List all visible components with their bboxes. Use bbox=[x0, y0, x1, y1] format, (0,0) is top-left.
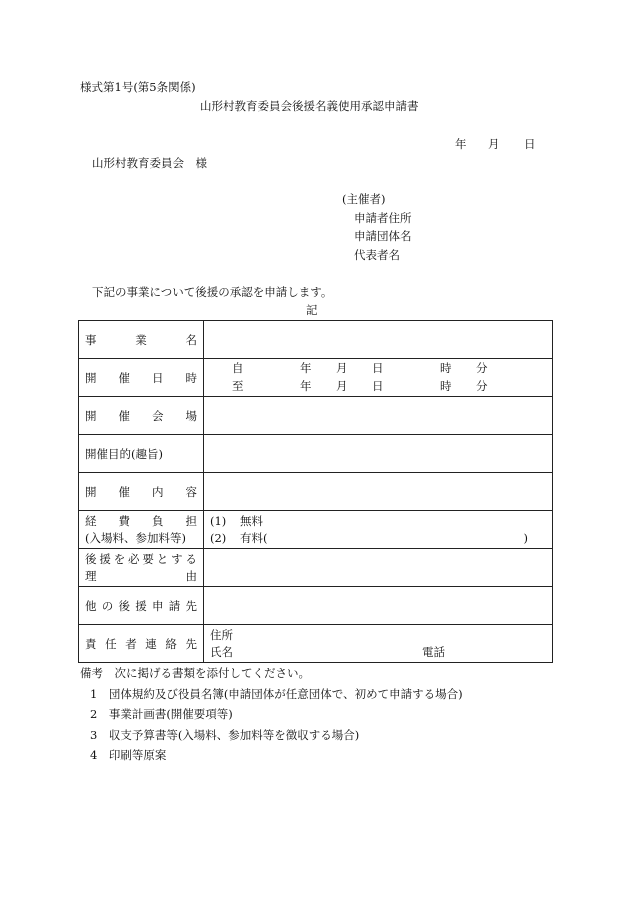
contact-address-label: 住所 bbox=[210, 627, 233, 642]
row-cost bbox=[79, 511, 553, 549]
fee-free-option[interactable]: (1) 無料 bbox=[210, 513, 263, 528]
representative-label: 代表者名 bbox=[354, 247, 400, 262]
application-table bbox=[78, 320, 553, 663]
event-name-field[interactable] bbox=[204, 321, 553, 359]
row-venue bbox=[79, 397, 553, 435]
applicant-group-label: 申請団体名 bbox=[354, 229, 412, 243]
purpose-field[interactable] bbox=[204, 435, 553, 473]
applicant-address-label: 申請者住所 bbox=[354, 210, 412, 225]
ki-label: 記 bbox=[306, 303, 318, 317]
addressee: 山形村教育委員会 様 bbox=[92, 156, 207, 170]
note-item: 1 団体規約及び役員名簿(申請団体が任意団体で、初めて申請する場合) bbox=[90, 686, 463, 701]
notes-block bbox=[80, 668, 463, 771]
datetime-from-row: 自 年 月 日 時 分 bbox=[232, 361, 488, 376]
date-month-label: 月 bbox=[488, 137, 500, 151]
date-day-label: 日 bbox=[524, 137, 536, 151]
venue-field[interactable] bbox=[204, 397, 553, 435]
notes-heading: 備考 次に掲げる書類を添付してください。 bbox=[80, 666, 310, 680]
reason-field[interactable] bbox=[204, 549, 553, 587]
event-datetime-label: 開 催 日 時 bbox=[79, 359, 204, 397]
row-content bbox=[79, 473, 553, 511]
contact-name-label: 氏名 bbox=[210, 644, 233, 659]
content-label: 開 催 内 容 bbox=[79, 473, 204, 511]
row-other-sponsor bbox=[79, 587, 553, 625]
row-event-datetime bbox=[79, 359, 553, 397]
organizer-block bbox=[342, 194, 412, 268]
cost-label: 経 費 負 担 (入場料、参加料等) bbox=[79, 511, 204, 549]
row-reason bbox=[79, 549, 553, 587]
event-name-label: 事 業 名 bbox=[79, 321, 204, 359]
datetime-to-row: 至 年 月 日 時 分 bbox=[232, 378, 488, 393]
form-number: 様式第1号(第5条関係) bbox=[80, 80, 196, 94]
other-sponsor-field[interactable] bbox=[204, 587, 553, 625]
contact-phone-label: 電話 bbox=[422, 644, 445, 659]
note-item: 4 印刷等原案 bbox=[90, 748, 167, 762]
reason-label: 後 援 を 必 要 と す る 理 由 bbox=[79, 549, 204, 587]
date-year-label: 年 bbox=[455, 137, 467, 151]
fee-paid-option[interactable]: (2) 有料( ) bbox=[210, 530, 528, 545]
row-contact bbox=[79, 625, 553, 663]
other-sponsor-label: 他 の 後 援 申 請 先 bbox=[79, 587, 204, 625]
note-item: 2 事業計画書(開催要項等) bbox=[90, 707, 233, 721]
row-event-name bbox=[79, 321, 553, 359]
contact-label: 責 任 者 連 絡 先 bbox=[79, 625, 204, 663]
contact-name-phone-row bbox=[210, 644, 552, 661]
content-field[interactable] bbox=[204, 473, 553, 511]
note-item: 3 収支予算書等(入場料、参加料等を徴収する場合) bbox=[90, 727, 360, 742]
venue-label: 開 催 会 場 bbox=[79, 397, 204, 435]
organizer-heading: (主催者) bbox=[342, 192, 386, 206]
row-purpose bbox=[79, 435, 553, 473]
purpose-label: 開催目的(趣旨) bbox=[79, 435, 204, 473]
cost-field[interactable] bbox=[204, 511, 553, 549]
document-title: 山形村教育委員会後援名義使用承認申請書 bbox=[200, 99, 419, 113]
event-datetime-field[interactable] bbox=[204, 359, 553, 397]
contact-field[interactable] bbox=[204, 625, 553, 663]
intro-text: 下記の事業について後援の承認を申請します。 bbox=[92, 285, 333, 299]
